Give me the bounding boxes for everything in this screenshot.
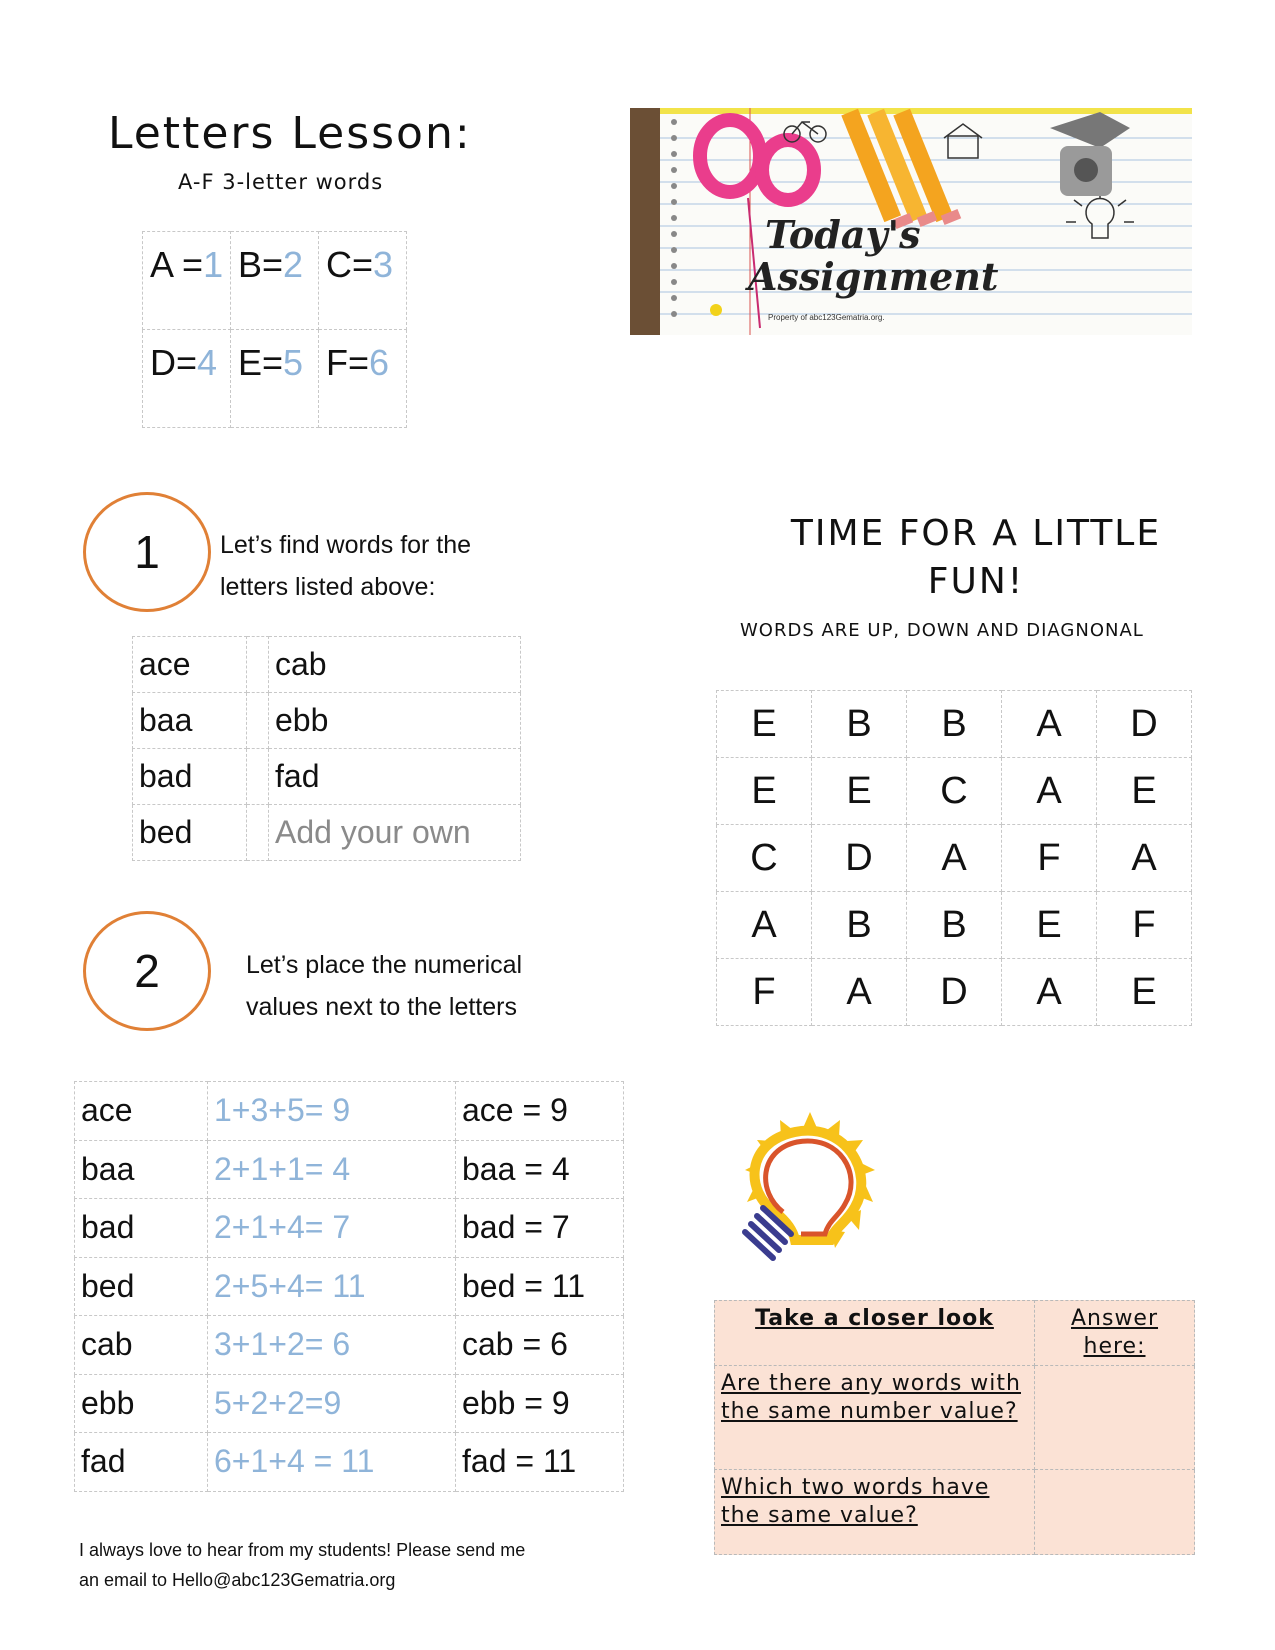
word-cell: ace	[133, 637, 247, 693]
spacer-cell	[247, 637, 269, 693]
word-cell: baa	[75, 1140, 208, 1199]
table-row	[75, 1199, 624, 1258]
key-cell: A =1	[143, 232, 231, 330]
word-cell: bad	[75, 1199, 208, 1258]
table-row	[75, 1257, 624, 1316]
table-row	[133, 749, 521, 805]
fun-title-line: FUN!	[927, 561, 1025, 602]
grid-letter[interactable]: B	[812, 892, 907, 959]
step-2-circle	[83, 911, 211, 1031]
grid-letter[interactable]: E	[1002, 892, 1097, 959]
answer-header	[1035, 1301, 1195, 1366]
question-text: Are there any words with the same number value?	[721, 1371, 1021, 1424]
key-cell: C=3	[319, 232, 407, 330]
step-2-instructions	[246, 944, 522, 1028]
closer-look-header	[715, 1301, 1035, 1366]
grid-row	[717, 892, 1192, 959]
grid-letter[interactable]: D	[812, 825, 907, 892]
grid-letter[interactable]: D	[1097, 691, 1192, 758]
word-list-table	[132, 636, 521, 861]
word-cell: cab	[269, 637, 521, 693]
table-row	[75, 1374, 624, 1433]
grid-letter[interactable]: F	[717, 959, 812, 1026]
sum-cell: 2+5+4= 11	[208, 1257, 456, 1316]
step-1-line: letters listed above:	[220, 573, 436, 601]
grid-row	[717, 691, 1192, 758]
step-1-instructions	[220, 524, 471, 608]
grid-letter[interactable]: E	[717, 758, 812, 825]
svg-text:Assignment: Assignment	[748, 254, 999, 299]
table-row	[75, 1433, 624, 1492]
sum-cell: 2+1+4= 7	[208, 1199, 456, 1258]
spacer-cell	[247, 749, 269, 805]
step-2-line: values next to the letters	[246, 993, 517, 1021]
grid-letter[interactable]: A	[1002, 691, 1097, 758]
svg-text:Today's: Today's	[765, 212, 921, 257]
word-cell: fad	[75, 1433, 208, 1492]
svg-text:Property of abc123Gematria.org: Property of abc123Gematria.org.	[768, 313, 885, 322]
word-cell: ebb	[269, 693, 521, 749]
question-cell	[715, 1366, 1035, 1470]
result-cell: ebb = 9	[456, 1374, 624, 1433]
key-cell: D=4	[143, 330, 231, 428]
word-search-grid	[716, 690, 1192, 1026]
word-cell: fad	[269, 749, 521, 805]
question-text: Which two words have the same value?	[721, 1475, 990, 1528]
table-row	[715, 1301, 1195, 1366]
grid-letter[interactable]: D	[907, 959, 1002, 1026]
step-1-number: 1	[134, 526, 160, 578]
grid-letter[interactable]: B	[907, 691, 1002, 758]
result-cell: bed = 11	[456, 1257, 624, 1316]
footer-note	[79, 1535, 599, 1595]
step-1-line: Let’s find words for the	[220, 531, 472, 559]
question-cell	[715, 1470, 1035, 1555]
grid-letter[interactable]: C	[717, 825, 812, 892]
grid-letter[interactable]: F	[1097, 892, 1192, 959]
step-1-circle	[83, 492, 211, 612]
word-cell: ace	[75, 1082, 208, 1141]
table-row	[133, 637, 521, 693]
key-cell: B=2	[231, 232, 319, 330]
grid-row	[717, 758, 1192, 825]
grid-letter[interactable]: A	[717, 892, 812, 959]
sum-cell: 2+1+1= 4	[208, 1140, 456, 1199]
grid-letter[interactable]: E	[717, 691, 812, 758]
table-row	[75, 1140, 624, 1199]
step-2-number: 2	[134, 945, 160, 997]
fun-section-title	[756, 510, 1196, 606]
word-cell: cab	[75, 1316, 208, 1375]
grid-letter[interactable]: A	[812, 959, 907, 1026]
grid-letter[interactable]: A	[907, 825, 1002, 892]
step-2-line: Let’s place the numerical	[246, 951, 523, 979]
grid-letter[interactable]: C	[907, 758, 1002, 825]
closer-look-heading: Take a closer look	[755, 1306, 994, 1331]
footer-line: an email to Hello@abc123Gematria.org	[79, 1570, 396, 1590]
word-cell: baa	[133, 693, 247, 749]
value-calculation-table	[74, 1081, 624, 1492]
answer-field[interactable]	[1035, 1470, 1195, 1555]
result-cell: ace = 9	[456, 1082, 624, 1141]
spacer-cell	[247, 693, 269, 749]
sum-cell: 3+1+2= 6	[208, 1316, 456, 1375]
letter-value-key	[142, 231, 407, 428]
result-cell: cab = 6	[456, 1316, 624, 1375]
sum-cell: 6+1+4 = 11	[208, 1433, 456, 1492]
sum-cell: 1+3+5= 9	[208, 1082, 456, 1141]
word-cell: bed	[133, 805, 247, 861]
word-cell: bad	[133, 749, 247, 805]
grid-letter[interactable]: E	[1097, 758, 1192, 825]
grid-letter[interactable]: B	[812, 691, 907, 758]
lightbulb-icon	[735, 1112, 885, 1267]
table-row	[133, 693, 521, 749]
grid-row	[717, 959, 1192, 1026]
add-your-own-field[interactable]: Add your own	[269, 805, 521, 861]
spacer-cell	[247, 805, 269, 861]
answer-field[interactable]	[1035, 1366, 1195, 1470]
answer-header-line: Answer	[1070, 1306, 1159, 1331]
word-cell: bed	[75, 1257, 208, 1316]
word-cell: ebb	[75, 1374, 208, 1433]
table-row	[715, 1470, 1195, 1555]
todays-assignment-image	[630, 108, 1192, 335]
grid-letter[interactable]: F	[1002, 825, 1097, 892]
grid-letter[interactable]: E	[812, 758, 907, 825]
key-cell: E=5	[231, 330, 319, 428]
grid-letter[interactable]: E	[1097, 959, 1192, 1026]
answer-header-line: here:	[1083, 1334, 1146, 1359]
result-cell: bad = 7	[456, 1199, 624, 1258]
result-cell: fad = 11	[456, 1433, 624, 1492]
grid-letter[interactable]: A	[1002, 758, 1097, 825]
grid-letter[interactable]: A	[1097, 825, 1192, 892]
grid-row	[717, 825, 1192, 892]
page-title: Letters Lesson:	[108, 108, 472, 159]
table-row	[75, 1082, 624, 1141]
page-subtitle: A-F 3-letter words	[178, 170, 384, 194]
grid-letter[interactable]: B	[907, 892, 1002, 959]
table-row	[133, 805, 521, 861]
result-cell: baa = 4	[456, 1140, 624, 1199]
closer-look-table	[714, 1300, 1195, 1555]
grid-letter[interactable]: A	[1002, 959, 1097, 1026]
table-row	[715, 1366, 1195, 1470]
table-row	[75, 1316, 624, 1375]
sum-cell: 5+2+2=9	[208, 1374, 456, 1433]
fun-section-subtitle: WORDS ARE UP, DOWN AND DIAGNONAL	[740, 620, 1144, 641]
key-cell: F=6	[319, 330, 407, 428]
footer-line: I always love to hear from my students! Please send me	[79, 1540, 526, 1560]
fun-title-line: TIME FOR A LITTLE	[790, 513, 1162, 554]
